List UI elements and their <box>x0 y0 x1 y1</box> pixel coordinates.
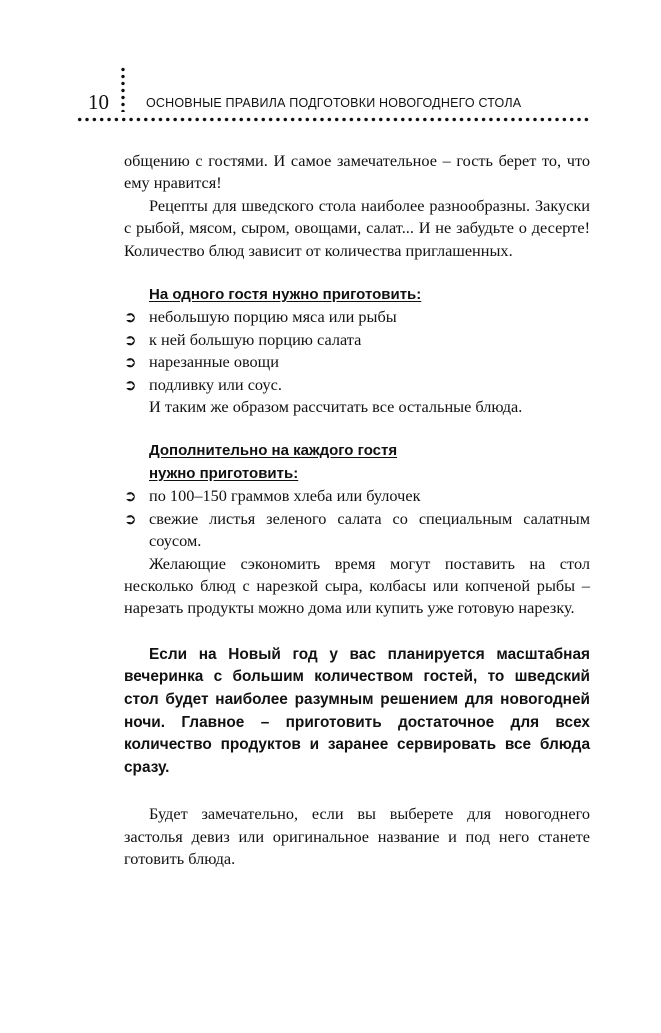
list-item: ➲ к ней большую порцию салата <box>124 329 590 351</box>
right-arrow-circle-icon: ➲ <box>124 509 137 528</box>
running-header-title: ОСНОВНЫЕ ПРАВИЛА ПОДГОТОВКИ НОВОГОДНЕГО СТОЛА <box>146 96 522 110</box>
list-item: ➲ по 100–150 граммов хлеба или булочек <box>124 485 590 507</box>
paragraph-3: И таким же образом рассчитать все остальные блюда. <box>149 397 523 417</box>
header-vertical-dots <box>121 66 125 112</box>
list-one-guest <box>124 306 590 396</box>
paragraph-1: общению с гостями. И самое замечательное – гость берет то, что ему нравится! <box>124 151 590 193</box>
highlight-block: Если на Новый год у вас планируется масштабная вечеринка с большим количеством гостей, то шведский стол будет наиболее разумным решением для новогодней ночи. Главное – приготовить достаточное для всех количество продуктов и заранее сервировать все блюда сразу. <box>124 645 590 776</box>
section-heading-2-line-2: нужно приготовить: <box>149 464 299 482</box>
list-item: ➲ подливку или соус. <box>124 374 590 396</box>
paragraph-2: Рецепты для шведского стола наиболее разнообразны. Закуски с рыбой, мясом, сыром, овощами, салат... И не забудьте о десерте! Количество блюд зависит от количества приглашенных. <box>124 195 590 260</box>
section-heading-2-line-1: Дополнительно на каждого гостя <box>149 442 398 460</box>
right-arrow-circle-icon: ➲ <box>124 330 137 349</box>
paragraph-4: Желающие сэкономить время могут поставить на стол несколько блюд с нарезкой сыра, колбасы или копченой рыбы – нарезать продукты можно дома или купить уже готовую нарезку. <box>124 553 590 618</box>
right-arrow-circle-icon: ➲ <box>124 375 137 394</box>
page-number: 10 <box>88 90 109 114</box>
list-additional <box>124 485 590 552</box>
section-heading-1: На одного гостя нужно приготовить: <box>149 286 422 304</box>
header-horizontal-dots <box>76 117 592 122</box>
paragraph-5: Будет замечательно, если вы выберете для новогоднего застолья девиз или оригинальное название и под него станете готовить блюда. <box>124 804 590 869</box>
right-arrow-circle-icon: ➲ <box>124 308 137 327</box>
right-arrow-circle-icon: ➲ <box>124 487 137 506</box>
right-arrow-circle-icon: ➲ <box>124 353 137 372</box>
page-body <box>124 150 590 871</box>
list-item: ➲ небольшую порцию мяса или рыбы <box>124 306 590 328</box>
list-item: ➲ нарезанные овощи <box>124 351 590 373</box>
list-item: ➲ свежие листья зеленого салата со специальным салатным соусом. <box>124 508 590 551</box>
